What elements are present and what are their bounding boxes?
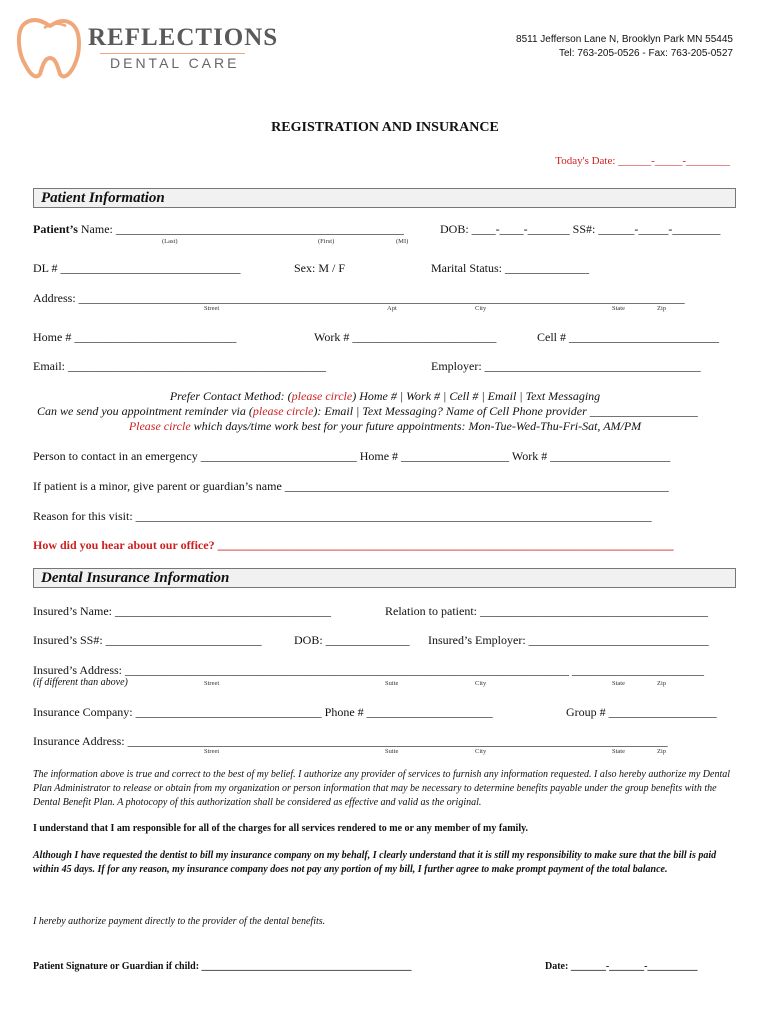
home-phone-field[interactable]: Home # ___________________________ (33, 330, 237, 344)
patient-name-field[interactable] (33, 222, 404, 237)
insurance-address-field[interactable]: Insurance Address: __________________________________________________________________________________________ (33, 734, 668, 748)
sub-label-zip: Zip (657, 680, 667, 687)
sex-field[interactable]: Sex: M / F (294, 261, 346, 275)
please-circle-note: Please circle (128, 419, 191, 433)
sub-label-zip: Zip (657, 748, 667, 755)
dl-field[interactable]: DL # ______________________________ (33, 261, 241, 275)
sub-label-suite: Suite (385, 680, 399, 687)
sub-label-street: Street (204, 680, 220, 687)
work-phone-field[interactable]: Work # ________________________ (314, 330, 497, 344)
logo-subtitle: DENTAL CARE (110, 55, 240, 71)
sub-label-city: City (475, 680, 487, 687)
todays-date-field[interactable]: Today's Date: ______-_____-________ (555, 155, 730, 167)
patient-name-line: Name: ________________________________________________ (80, 222, 404, 236)
emergency-contact-field[interactable]: Person to contact in an emergency __________________________ Home # __________________ Work # ____________________ (33, 449, 671, 463)
insurance-company-field[interactable]: Insurance Company: _______________________________ Phone # _____________________ (33, 705, 493, 719)
sub-label-street: Street (204, 748, 220, 755)
sub-label-state: State (612, 748, 625, 755)
authorization-paragraph: The information above is true and correct to the best of my belief. I authorize any provider of services to furnish any information requested. I also hereby authorize my Dental Plan Administrator to release or obtain from my organization or person information that may be necessary to determine benefits payable under the group benefits with the Dental Benefit Plan. A photocopy of this authorization shall be considered as effective and valid as the original. (33, 769, 731, 808)
tooth-icon (14, 14, 86, 82)
responsibility-statement: I understand that I am responsible for all of the charges for all services rendered to me or any member of my family. (33, 823, 529, 834)
availability-options: which days/time work best for your future appointments: Mon-Tue-Wed-Thu-Fri-Sat, AM/PM (190, 419, 642, 433)
logo-name: REFLECTIONS (88, 24, 279, 51)
group-number-field[interactable]: Group # __________________ (566, 705, 717, 719)
reminder-options: ): Email | Text Messaging? Name of Cell Phone provider __________________ (313, 404, 698, 418)
insurance-info-heading: Dental Insurance Information (41, 570, 230, 586)
sub-label-first: (First) (318, 238, 335, 245)
please-circle-note: please circle (252, 404, 314, 418)
availability-line[interactable] (0, 419, 770, 434)
contact-method-text: Prefer Contact Method: ( (169, 389, 292, 403)
sub-label-last: (Last) (162, 238, 178, 245)
patient-info-header (33, 188, 736, 208)
email-field[interactable]: Email: ___________________________________________ (33, 359, 326, 373)
sub-label-street: Street (204, 305, 220, 312)
sub-label-zip: Zip (657, 305, 667, 312)
patient-info-heading: Patient Information (41, 190, 165, 206)
clinic-logo (14, 14, 279, 84)
signature-date-field[interactable]: Date: _______-_______-__________ (545, 961, 698, 972)
sub-label-suite: Suite (385, 748, 399, 755)
address-field[interactable]: Address: _____________________________________________________________________________________________________ (33, 291, 685, 305)
insured-ss-field[interactable]: Insured’s SS#: __________________________ (33, 633, 262, 647)
reminder-text: Can we send you appointment reminder via ( (37, 404, 253, 418)
patient-name-label: Patient’s (33, 222, 78, 236)
insured-name-field[interactable]: Insured’s Name: ____________________________________ (33, 604, 331, 618)
form-title: REGISTRATION AND INSURANCE (271, 120, 499, 135)
referral-source-field[interactable]: How did you hear about our office? ____________________________________________________________________________ (33, 538, 674, 552)
relation-field[interactable]: Relation to patient: ______________________________________ (385, 604, 708, 618)
contact-method-line[interactable] (0, 389, 770, 404)
sub-label-state: State (612, 305, 625, 312)
clinic-phones: Tel: 763-205-0526 - Fax: 763-205-0527 (558, 48, 733, 59)
visit-reason-field[interactable]: Reason for this visit: ______________________________________________________________________________________ (33, 509, 652, 523)
insured-address-field[interactable]: Insured’s Address: __________________________________________________________________________ ______________________ (33, 663, 704, 677)
billing-paragraph: Although I have requested the dentist to bill my insurance company on my behalf, I clearly understand that it is still my responsibility to make sure that the bill is paid within 45 days. If for any reason, my insurance company does not pay any portion of my bill, I further agree to make prompt payment of the total balance. (33, 850, 717, 875)
signature-field[interactable]: Patient Signature or Guardian if child: __________________________________________ (33, 961, 412, 972)
sub-label-mi: (MI) (396, 238, 409, 245)
logo-divider (100, 53, 245, 54)
guardian-name-field[interactable]: If patient is a minor, give parent or guardian’s name ________________________________________________________________ (33, 479, 669, 493)
if-different-note: (if different than above) (33, 677, 128, 688)
marital-status-field[interactable]: Marital Status: ______________ (431, 261, 589, 275)
sub-label-state: State (612, 680, 625, 687)
reminder-line[interactable] (37, 404, 698, 419)
cell-phone-field[interactable]: Cell # _________________________ (537, 330, 719, 344)
patient-dob-ss-field[interactable]: DOB: ____-____-_______ SS#: ______-_____-________ (440, 222, 721, 236)
employer-field[interactable]: Employer: ____________________________________ (431, 359, 701, 373)
please-circle-note: please circle (291, 389, 353, 403)
sub-label-city: City (475, 305, 487, 312)
payment-authorization: I hereby authorize payment directly to the provider of the dental benefits. (33, 916, 326, 927)
insured-employer-field[interactable]: Insured’s Employer: ______________________________ (428, 633, 709, 647)
sub-label-apt: Apt (387, 305, 397, 312)
clinic-address: 8511 Jefferson Lane N, Brooklyn Park MN 55445 (516, 34, 733, 45)
contact-method-options: ) Home # | Work # | Cell # | Email | Text Messaging (352, 389, 601, 403)
insurance-info-header (33, 568, 736, 588)
sub-label-city: City (475, 748, 487, 755)
insured-dob-field[interactable]: DOB: ______________ (294, 633, 410, 647)
